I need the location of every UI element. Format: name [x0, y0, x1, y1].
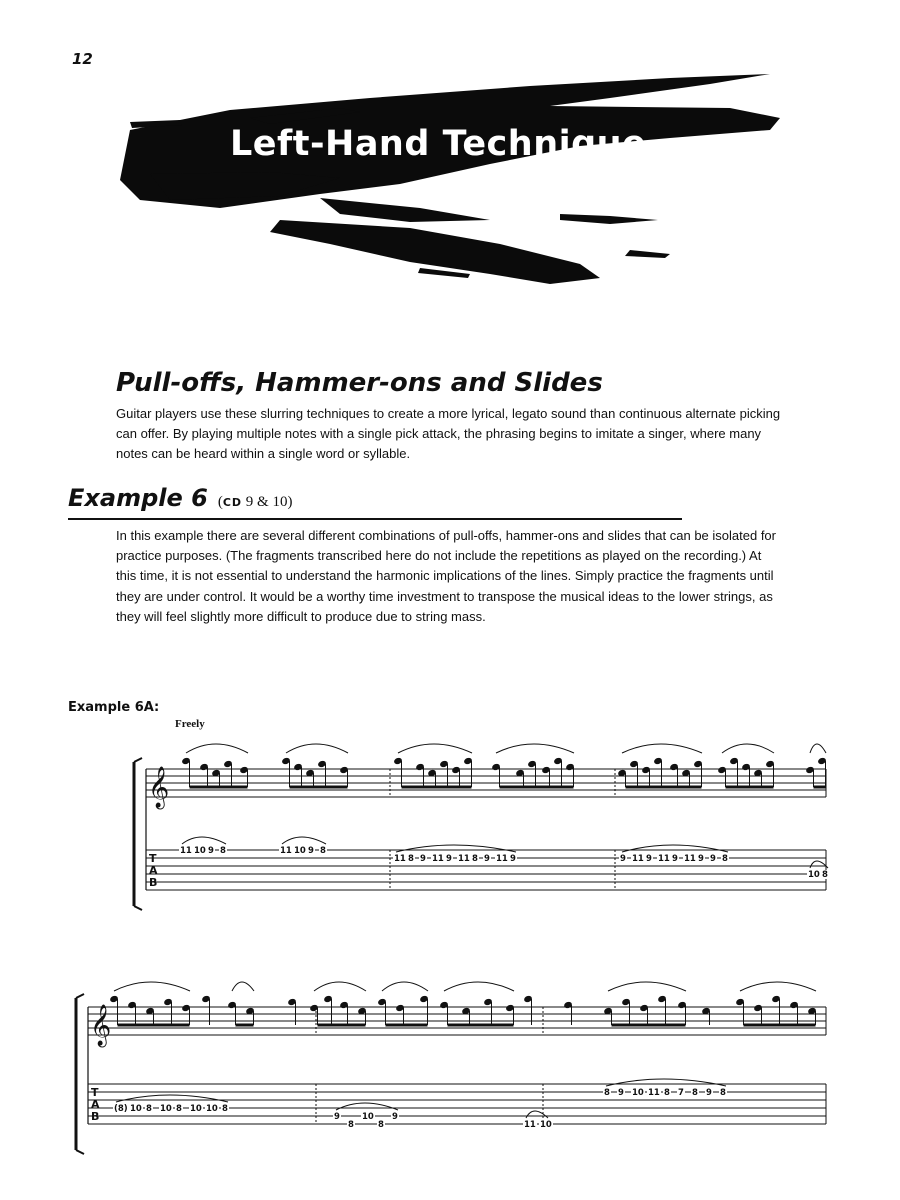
chapter-title: Left-Hand Technique	[230, 124, 647, 164]
tab-number: 10	[362, 1112, 374, 1122]
tab-number: 8	[408, 854, 414, 864]
tab-number: 8	[692, 1088, 698, 1098]
tab-number: 10	[632, 1088, 644, 1098]
slur-arc	[722, 744, 774, 753]
tab-number: 8	[664, 1088, 670, 1098]
section-heading: Pull-offs, Hammer-ons and Slides	[116, 368, 603, 398]
tab-letter: A	[149, 864, 158, 877]
tab-letter: B	[149, 876, 158, 889]
tab-number: 8	[720, 1088, 726, 1098]
slur-arc	[382, 982, 428, 991]
tab-number: 9	[484, 854, 490, 864]
tab-number: 11	[280, 846, 292, 856]
tab-number: 10	[540, 1120, 552, 1130]
sub-example-label: Example 6A:	[68, 700, 160, 715]
tab-number: 9	[646, 854, 652, 864]
tab-number: 9	[618, 1088, 624, 1098]
example-title: Example 6	[68, 484, 208, 512]
slur-arc	[186, 744, 248, 753]
tab-number: 9	[672, 854, 678, 864]
tab-number: 9	[510, 854, 516, 864]
slur-arc	[114, 982, 190, 991]
tab-number: 9	[698, 854, 704, 864]
slur-arc	[286, 744, 348, 753]
tab-number: (8)	[114, 1104, 128, 1114]
tab-number: 8	[220, 846, 226, 856]
tab-slur-arc	[810, 861, 828, 868]
slur-arc	[496, 744, 574, 753]
bracket-top-hook	[76, 994, 84, 998]
tab-number: 11	[648, 1088, 660, 1098]
cd-reference: (CD 9 & 10)	[217, 494, 293, 510]
slur-arc	[740, 982, 816, 991]
tab-number: 9	[706, 1088, 712, 1098]
tab-number: 8	[378, 1120, 384, 1130]
tab-number: 8	[222, 1104, 228, 1114]
tab-letter: B	[91, 1110, 100, 1123]
tab-number: 10	[130, 1104, 142, 1114]
tab-number: 9	[620, 854, 626, 864]
tab-number: 8	[348, 1120, 354, 1130]
tab-number: 7	[678, 1088, 684, 1098]
tab-letter: T	[149, 852, 157, 865]
tab-slur-arc	[396, 845, 516, 852]
tab-number: 11	[432, 854, 444, 864]
example-paragraph: In this example there are several different combinations of pull-offs, hammer-ons and slides that can be isolated for practice purposes. (The fragments transcribed here do not include the repetitions as played on the recording.) At this time, it is not essential to understand the harmonic implications of the lines. Simply practice the fragments until they are under control. It would be a worthy time investment to transpose the musical ideas to the lower strings, as they will feel slightly more difficult to produce due to string mass.	[116, 528, 776, 624]
tab-slur-arc	[622, 845, 728, 852]
cd-label: CD	[222, 496, 243, 509]
cd-tracks: 9 & 10	[245, 494, 288, 510]
slur-arc	[314, 982, 366, 991]
tab-number: 11	[632, 854, 644, 864]
tab-letter: A	[91, 1098, 100, 1111]
tab-number: 9	[392, 1112, 398, 1122]
tab-number: 10	[160, 1104, 172, 1114]
slur-arc	[608, 982, 686, 991]
tab-letter: T	[91, 1086, 99, 1099]
slur-arc	[444, 982, 514, 991]
slur-arc	[398, 744, 472, 753]
tab-number: 9	[420, 854, 426, 864]
intro-paragraph: Guitar players use these slurring techniques to create a more lyrical, legato sound than continuous alternate picking can offer. By playing multiple notes with a single pick attack, the phrasing begins to imitate a singer, where many notes can be heard within a single word or syllable.	[116, 406, 781, 461]
tab-slur-arc	[336, 1103, 398, 1110]
tab-number: 11	[684, 854, 696, 864]
tab-number: 10	[808, 870, 820, 880]
tab-number: 8	[146, 1104, 152, 1114]
tab-slur-arc	[526, 1111, 548, 1118]
tab-number: 9	[446, 854, 452, 864]
tab-number: 10	[294, 846, 306, 856]
bracket-bottom-hook	[134, 906, 142, 910]
tab-number: 8	[472, 854, 478, 864]
bracket-bottom-hook	[76, 1150, 84, 1154]
tab-number: 9	[334, 1112, 340, 1122]
tab-number: 11	[458, 854, 470, 864]
treble-clef-icon: 𝄞	[90, 1005, 112, 1046]
page-number: 12	[72, 50, 93, 68]
tab-number: 10	[190, 1104, 202, 1114]
tempo-marking: Freely	[175, 718, 205, 730]
tab-number: 11	[496, 854, 508, 864]
treble-clef-icon: 𝄞	[148, 767, 170, 808]
tab-number: 8	[604, 1088, 610, 1098]
tab-number: 11	[524, 1120, 536, 1130]
tab-slur-arc	[606, 1079, 726, 1086]
tab-number: 10	[206, 1104, 218, 1114]
slur-arc	[622, 744, 702, 753]
tab-number: 11	[658, 854, 670, 864]
tab-number: 8	[822, 870, 828, 880]
slur-arc	[232, 982, 254, 991]
tab-slur-arc	[116, 1095, 228, 1102]
tab-slur-arc	[282, 837, 326, 844]
tab-number: 9	[208, 846, 214, 856]
bracket-top-hook	[134, 758, 142, 762]
tab-number: 10	[194, 846, 206, 856]
tab-number: 11	[180, 846, 192, 856]
tab-number: 8	[320, 846, 326, 856]
tab-number: 9	[308, 846, 314, 856]
tab-number: 8	[176, 1104, 182, 1114]
tab-slur-arc	[182, 837, 226, 844]
slur-arc	[810, 744, 826, 753]
tab-number: 11	[394, 854, 406, 864]
tab-number: 9	[710, 854, 716, 864]
tab-number: 8	[722, 854, 728, 864]
